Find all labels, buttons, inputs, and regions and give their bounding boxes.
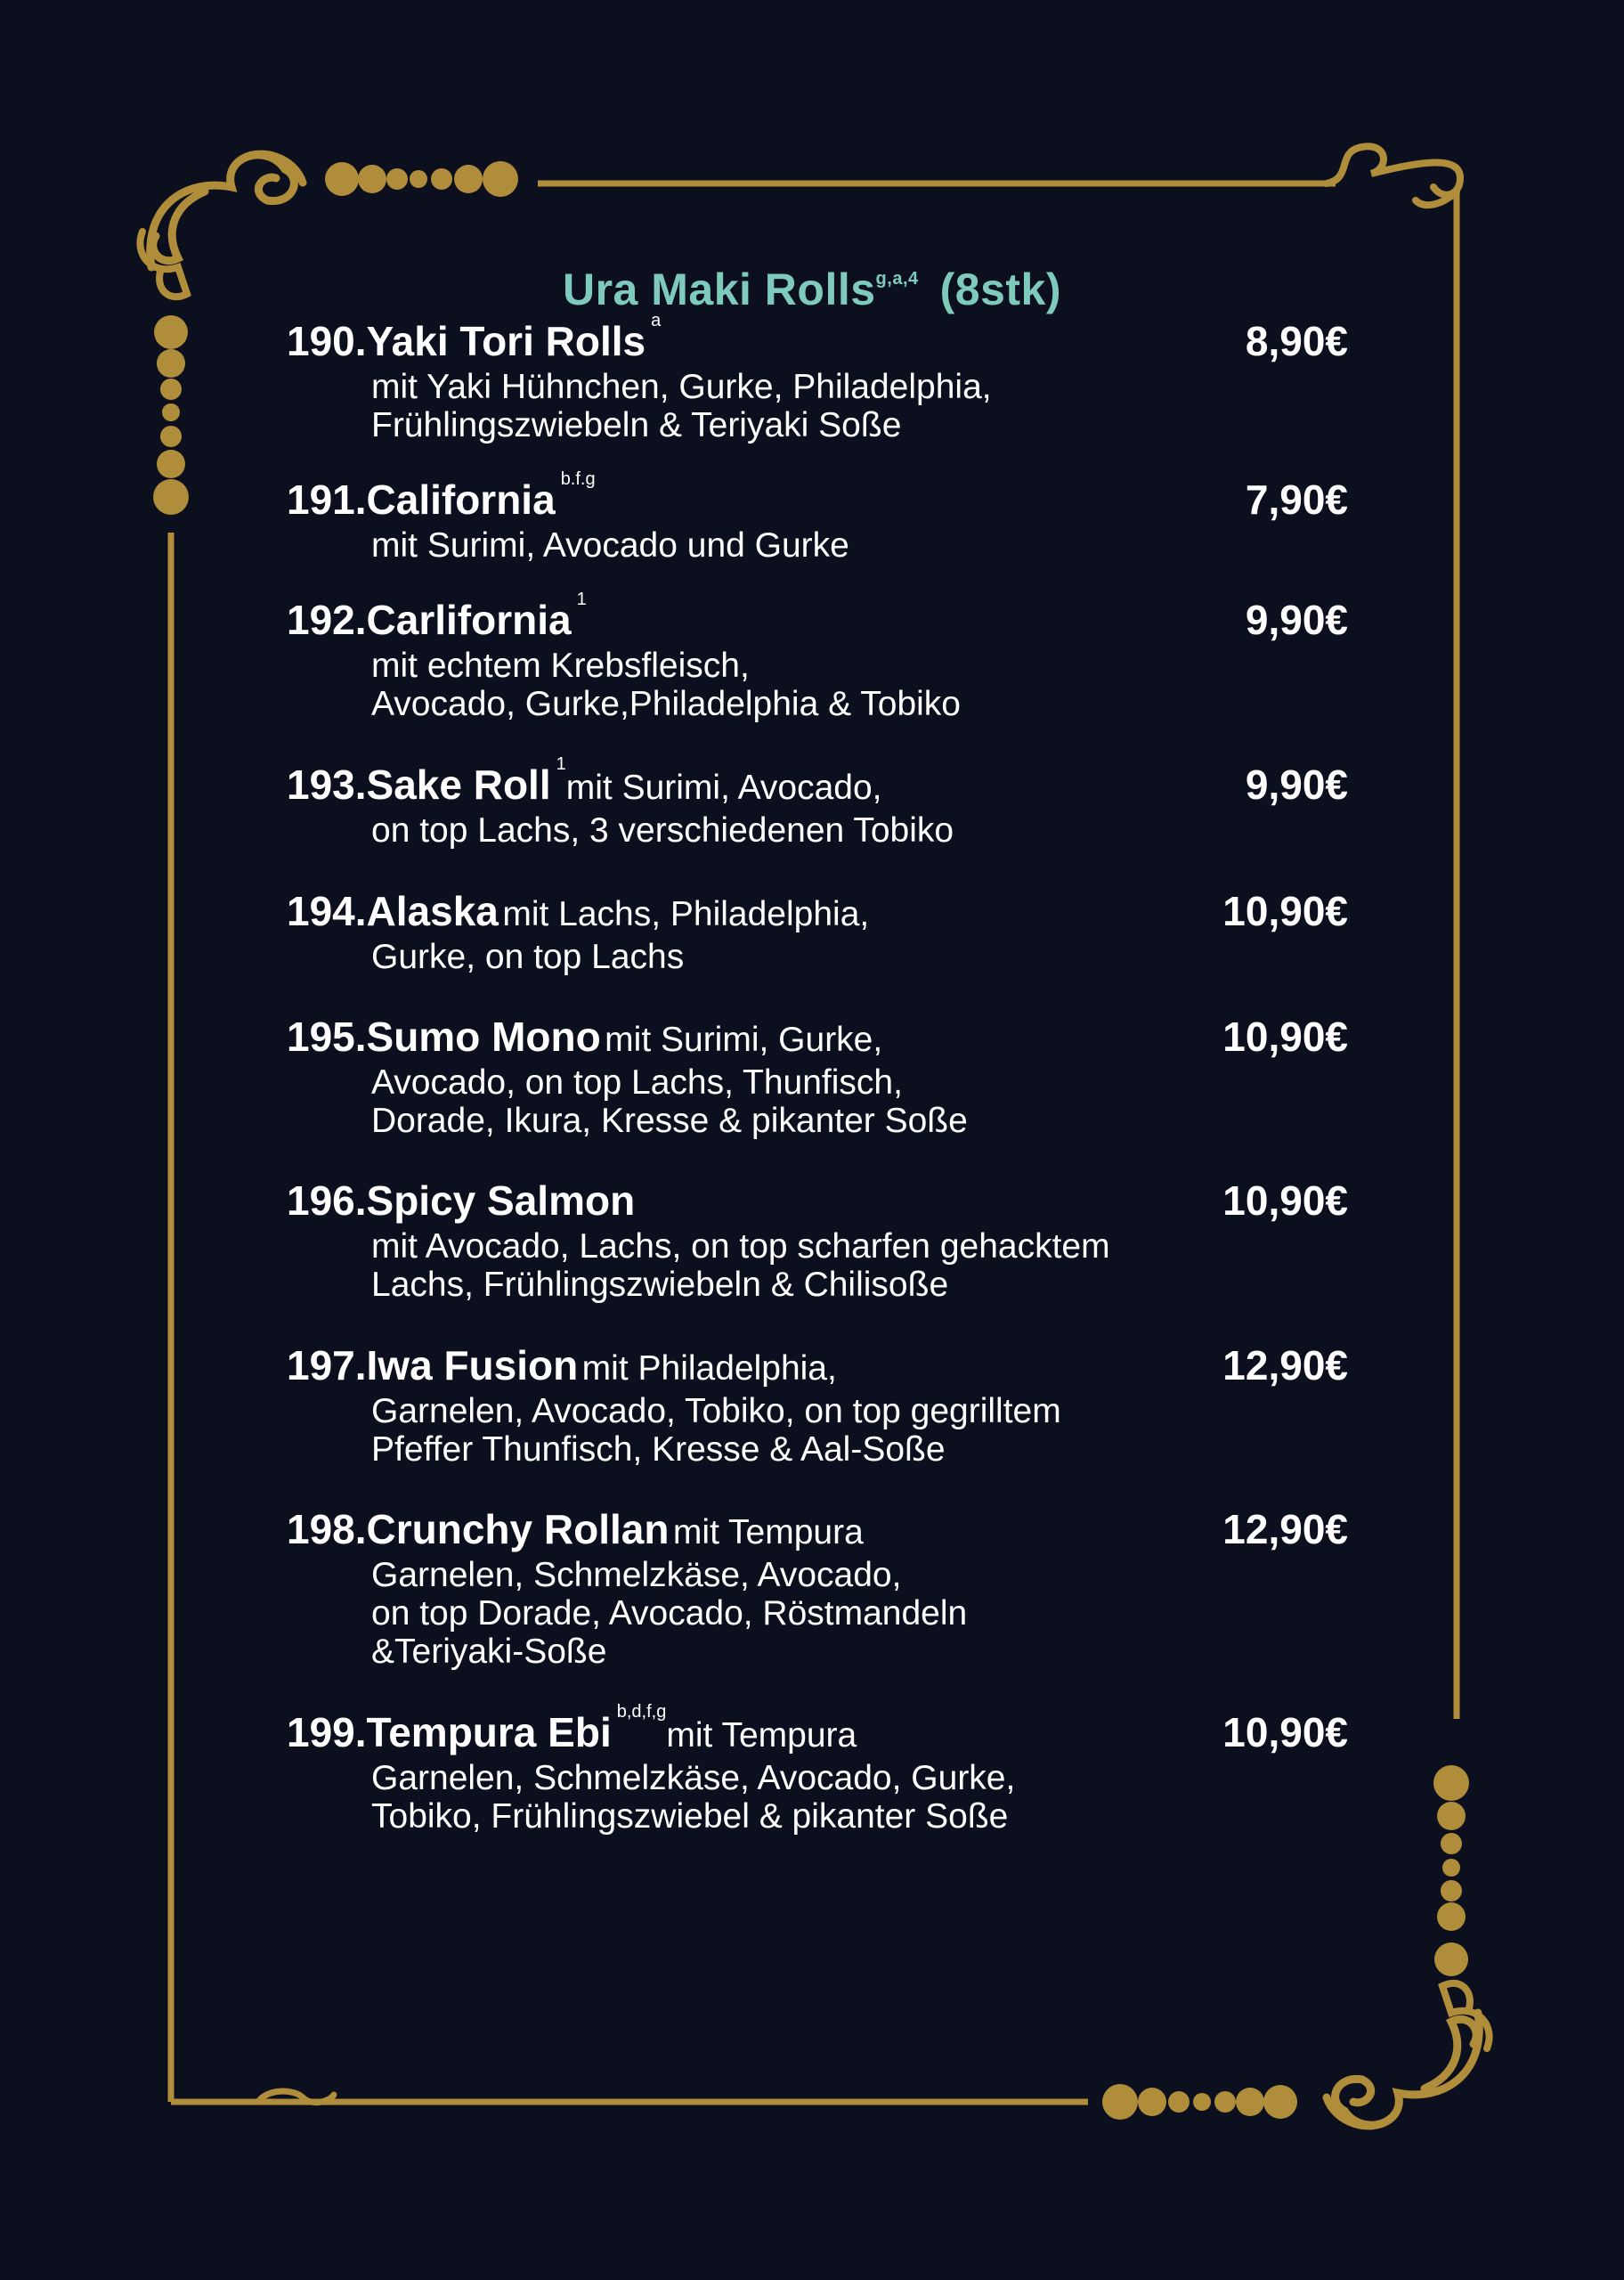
description-line: Pfeffer Thunfisch, Kresse & Aal-Soße <box>371 1430 946 1469</box>
description-line: Frühlingszwiebeln & Teriyaki Soße <box>371 406 902 444</box>
description-line: Lachs, Frühlingszwiebeln & Chilisoße <box>371 1266 949 1304</box>
item-price: 8,90€ <box>1245 318 1348 364</box>
item-allergens: b,d,f,g <box>616 1702 667 1722</box>
description-line: Garnelen, Schmelzkäse, Avocado, <box>371 1556 902 1594</box>
item-price: 9,90€ <box>1245 597 1348 643</box>
menu-item <box>287 311 1348 444</box>
item-name: Sumo Mono <box>366 1014 601 1060</box>
description-line: mit echtem Krebsfleisch, <box>371 647 750 685</box>
item-description <box>287 1063 1348 1140</box>
description-line: mit Surimi, Avocado und Gurke <box>371 526 849 565</box>
item-name: Spicy Salmon <box>366 1177 636 1224</box>
item-allergens: 1 <box>576 590 587 609</box>
item-number: 199. <box>287 1709 367 1755</box>
item-description <box>287 647 1348 723</box>
item-description <box>287 1392 1348 1469</box>
menu-item <box>287 884 1348 976</box>
description-line: &Teriyaki-Soße <box>371 1633 607 1671</box>
section-title <box>0 264 1624 315</box>
item-price: 9,90€ <box>1245 761 1348 808</box>
item-inline-description: mit Philadelphia, <box>581 1349 837 1388</box>
item-description <box>287 1556 1348 1671</box>
menu-item <box>287 590 1348 723</box>
menu-item <box>287 1502 1348 1671</box>
description-line: Avocado, Gurke,Philadelphia & Tobiko <box>371 685 961 723</box>
item-description <box>287 938 1348 976</box>
description-line: mit Yaki Hühnchen, Gurke, Philadelphia, <box>371 368 992 406</box>
item-number: 193. <box>287 761 367 808</box>
item-number: 190. <box>287 318 367 364</box>
item-number: 191. <box>287 476 367 523</box>
item-allergens: a <box>651 311 662 330</box>
item-number: 196. <box>287 1177 367 1224</box>
item-number: 198. <box>287 1506 367 1552</box>
description-line: Avocado, on top Lachs, Thunfisch, <box>371 1063 903 1102</box>
item-inline-description: mit Tempura <box>666 1716 857 1755</box>
description-line: mit Avocado, Lachs, on top scharfen gehacktem <box>371 1227 1110 1266</box>
description-line: Tobiko, Frühlingszwiebel & pikanter Soße <box>371 1797 1009 1836</box>
item-inline-description: mit Surimi, Gurke, <box>605 1021 883 1059</box>
item-inline-description: mit Surimi, Avocado, <box>565 769 882 807</box>
menu-item <box>287 754 1348 850</box>
item-price: 10,90€ <box>1222 1014 1348 1060</box>
item-price: 10,90€ <box>1222 888 1348 934</box>
item-number: 192. <box>287 597 367 643</box>
item-description <box>287 1227 1348 1304</box>
item-name: California <box>366 476 556 523</box>
scroll-top-right <box>1327 146 1460 205</box>
item-name: Iwa Fusion <box>366 1342 579 1388</box>
item-price: 10,90€ <box>1222 1709 1348 1755</box>
item-price: 12,90€ <box>1222 1342 1348 1388</box>
menu-item <box>287 1339 1348 1469</box>
section-title-text: Ura Maki Rolls <box>562 265 876 314</box>
item-name: Carlifornia <box>366 597 572 643</box>
item-name: Tempura Ebi <box>366 1709 612 1755</box>
item-number: 195. <box>287 1014 367 1060</box>
item-description <box>287 811 1348 850</box>
menu-item <box>287 1010 1348 1140</box>
description-line: Garnelen, Avocado, Tobiko, on top gegrilltem <box>371 1392 1061 1430</box>
item-number: 194. <box>287 888 367 934</box>
description-line: Garnelen, Schmelzkäse, Avocado, Gurke, <box>371 1759 1016 1797</box>
item-name: Crunchy Rollan <box>366 1506 670 1552</box>
item-inline-description: mit Tempura <box>672 1513 864 1551</box>
item-description <box>287 526 1348 565</box>
item-name: Yaki Tori Rolls <box>366 318 646 364</box>
item-allergens: b.f.g <box>560 469 596 489</box>
menu-item <box>287 1174 1348 1304</box>
section-title-allergens: g,a,4 <box>875 269 919 289</box>
description-line: Gurke, on top Lachs <box>371 938 685 976</box>
item-name: Sake Roll <box>366 761 551 808</box>
section-title-count: (8stk) <box>939 265 1061 314</box>
description-line: Dorade, Ikura, Kresse & pikanter Soße <box>371 1102 968 1140</box>
item-allergens: 1 <box>556 754 566 774</box>
item-description <box>287 1759 1348 1836</box>
description-line: on top Dorade, Avocado, Röstmandeln <box>371 1594 968 1633</box>
menu-item <box>287 469 1348 565</box>
description-line: on top Lachs, 3 verschiedenen Tobiko <box>371 811 954 850</box>
item-price: 12,90€ <box>1222 1506 1348 1552</box>
item-price: 7,90€ <box>1245 476 1348 523</box>
scroll-top-left <box>150 154 303 267</box>
menu-item <box>287 1702 1348 1836</box>
item-number: 197. <box>287 1342 367 1388</box>
item-description <box>287 368 1348 444</box>
scroll-bottom-right <box>1327 2013 1479 2126</box>
item-inline-description: mit Lachs, Philadelphia, <box>502 895 870 933</box>
item-price: 10,90€ <box>1222 1177 1348 1224</box>
item-name: Alaska <box>366 888 499 934</box>
